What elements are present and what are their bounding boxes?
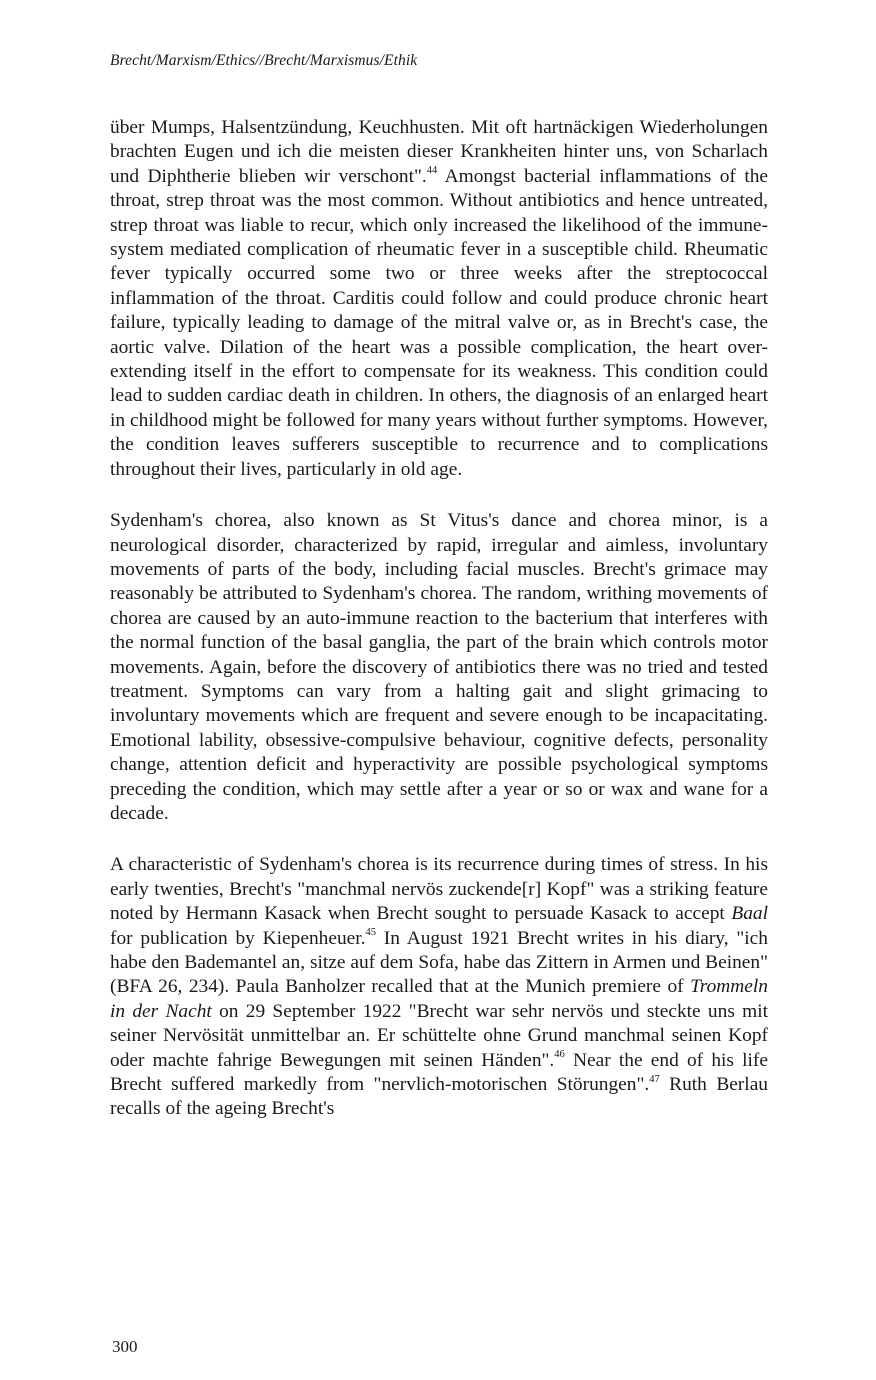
paragraph-text: for publication by Kiepenheuer.	[110, 927, 366, 949]
body-text	[110, 116, 768, 1149]
footnote-marker[interactable]: 47	[649, 1073, 660, 1085]
paragraph-text: Amongst bacterial inflammations of the throat, strep throat was the most common. Without antibiotics and hence untreated, strep throat was liable to recur, which only increased the likelihood of the immune-system mediated complication of rheumatic fever in a susceptible child. Rheumatic fever typically occurred some two or three weeks after the streptococcal inflammation of the throat. Carditis could follow and could produce chronic heart failure, typically leading to damage of the mitral valve or, as in Brecht's case, the aortic valve. Dilation of the heart was a possible complication, the heart over-extending itself in the effort to compensate for its weakness. This condition could lead to sudden cardiac death in children. In others, the diagnosis of an enlarged heart in childhood might be followed for many years without further symptoms. However, the condition leaves sufferers susceptible to recurrence and to complications throughout their lives, particularly in old age.	[110, 165, 769, 480]
paragraph-text: A characteristic of Sydenham's chorea is its recurrence during times of stress. In his early twenties, Brecht's "manchmal nervös zuckende[r] Kopf" was a striking feature noted by Hermann Kasack when Brecht sought to persuade Kasack to accept	[110, 854, 768, 925]
paragraph-text: über Mumps, Halsentzündung, Keuchhusten. Mit oft hartnäckigen Wiederholungen brachten Eugen und ich die meisten dieser Krankheiten hinter uns, von Scharlach und Diphtherie blieben wir verschont".	[110, 117, 768, 187]
running-head: Brecht/Marxism/Ethics//Brecht/Marxismus/Ethik	[110, 52, 418, 69]
paragraph-recurrence	[110, 853, 768, 1121]
footnote-marker[interactable]: 46	[554, 1049, 565, 1061]
paragraph-text: Ruth Berlau recalls of the ageing Brecht's	[110, 1074, 768, 1120]
work-title: Trommeln in der Nacht	[110, 976, 768, 1022]
work-title: Baal	[731, 903, 768, 925]
paragraph-rheumatic-fever	[110, 116, 768, 482]
paragraph-text: on 29 September 1922 "Brecht war sehr nervös und steckte uns mit seiner Nervösität unmittelbar an. Er schüttelte ohne Grund manchmal seinen Kopf oder machte fahrige Bewegungen mit seinen Händen".	[110, 1000, 768, 1071]
footnote-marker[interactable]: 45	[365, 927, 376, 939]
paragraph-text: Near the end of his life Brecht suffered markedly from "nervlich-motorischen Störungen".	[110, 1049, 768, 1096]
footnote-marker[interactable]: 44	[426, 165, 438, 177]
paragraph-text: In August 1921 Brecht writes in his diary, "ich habe den Bademantel an, sitze auf dem Sofa, habe das Zittern in Armen und Beinen" (BFA 26, 234). Paula Banholzer recalled that at the Munich premiere of	[110, 927, 768, 998]
paragraph-sydenhams-chorea: Sydenham's chorea, also known as St Vitus's dance and chorea minor, is a neurological disorder, characterized by rapid, irregular and aimless, involuntary movements of parts of the body, including facial muscles. Brecht's grimace may reasonably be attributed to Sydenham's chorea. The random, writhing movements of chorea are caused by an auto-immune reaction to the bacterium that interferes with the normal function of the basal ganglia, the part of the brain which controls motor movements. Again, before the discovery of antibiotics there was no tried and tested treatment. Symptoms can vary from a halting gait and slight grimacing to involuntary movements which are frequent and severe enough to be incapacitating. Emotional lability, obsessive-compulsive behaviour, cognitive defects, personality change, attention deficit and hyperactivity are possible psychological symptoms preceding the condition, which may settle after a year or so or wax and wane for a decade.	[110, 510, 768, 824]
page-number: 300	[112, 1337, 138, 1356]
